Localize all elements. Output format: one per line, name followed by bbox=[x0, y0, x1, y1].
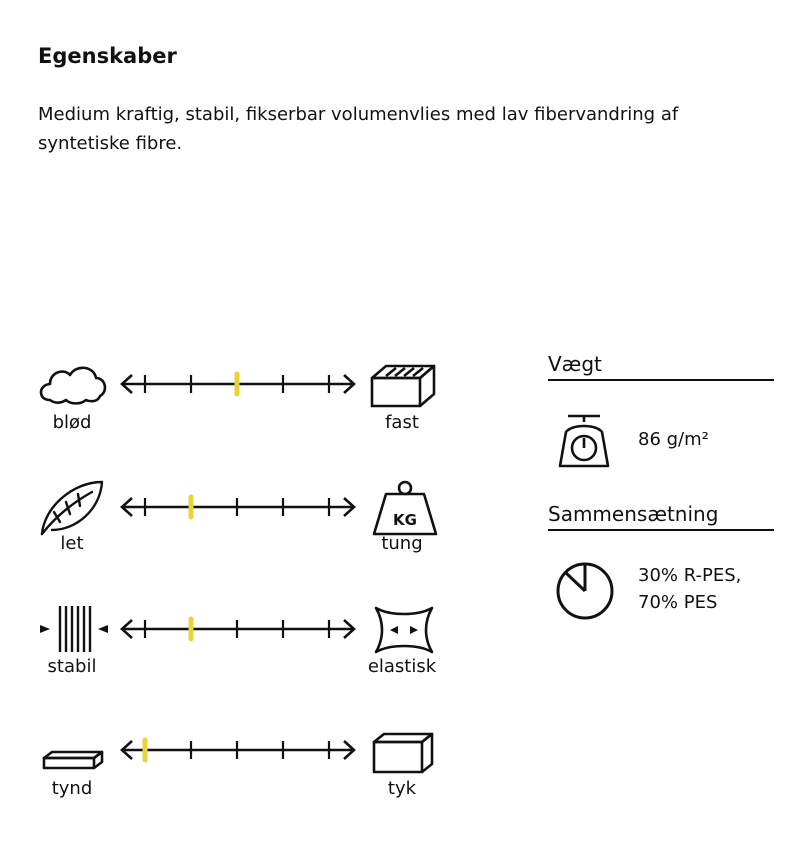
scale-left-label: let bbox=[60, 533, 84, 554]
scale-left-label: blød bbox=[52, 412, 92, 433]
feather-icon bbox=[42, 482, 102, 534]
scale-icon bbox=[556, 412, 612, 470]
composition-line-1: 30% R-PES, bbox=[638, 565, 742, 586]
thin-sheet-icon bbox=[44, 752, 102, 768]
weight-value: 86 g/m² bbox=[638, 429, 709, 450]
cloud-icon bbox=[41, 368, 105, 404]
scale-right-label: tung bbox=[381, 533, 423, 554]
pie-icon bbox=[554, 556, 616, 622]
stretch-fabric-icon bbox=[376, 608, 432, 652]
scale-row bbox=[122, 497, 354, 517]
stable-fabric-icon bbox=[40, 606, 108, 652]
composition-line-2: 70% PES bbox=[638, 592, 718, 613]
scale-left-label: tynd bbox=[51, 778, 93, 799]
scale-row bbox=[122, 740, 354, 760]
scale-row bbox=[122, 374, 354, 394]
scale-right-label: tyk bbox=[387, 778, 417, 799]
scale-lines bbox=[122, 374, 354, 760]
specs-panel bbox=[548, 0, 778, 850]
weight-kg-icon bbox=[374, 482, 436, 534]
scale-right-label: elastisk bbox=[367, 656, 437, 677]
scale-row bbox=[122, 619, 354, 639]
brick-icon bbox=[372, 366, 434, 406]
thick-box-icon bbox=[374, 734, 432, 772]
scale-right-label: fast bbox=[385, 412, 419, 433]
composition-title: Sammensætning bbox=[548, 502, 774, 531]
properties-title: Egenskaber bbox=[38, 44, 177, 68]
properties-description: Medium kraftig, stabil, fikserbar volumenvlies med lav fibervandring af syntetiske fibre. bbox=[38, 104, 679, 154]
weight-title: Vægt bbox=[548, 352, 774, 381]
scale-left-label: stabil bbox=[47, 656, 97, 677]
kg-label: KG bbox=[393, 511, 417, 529]
